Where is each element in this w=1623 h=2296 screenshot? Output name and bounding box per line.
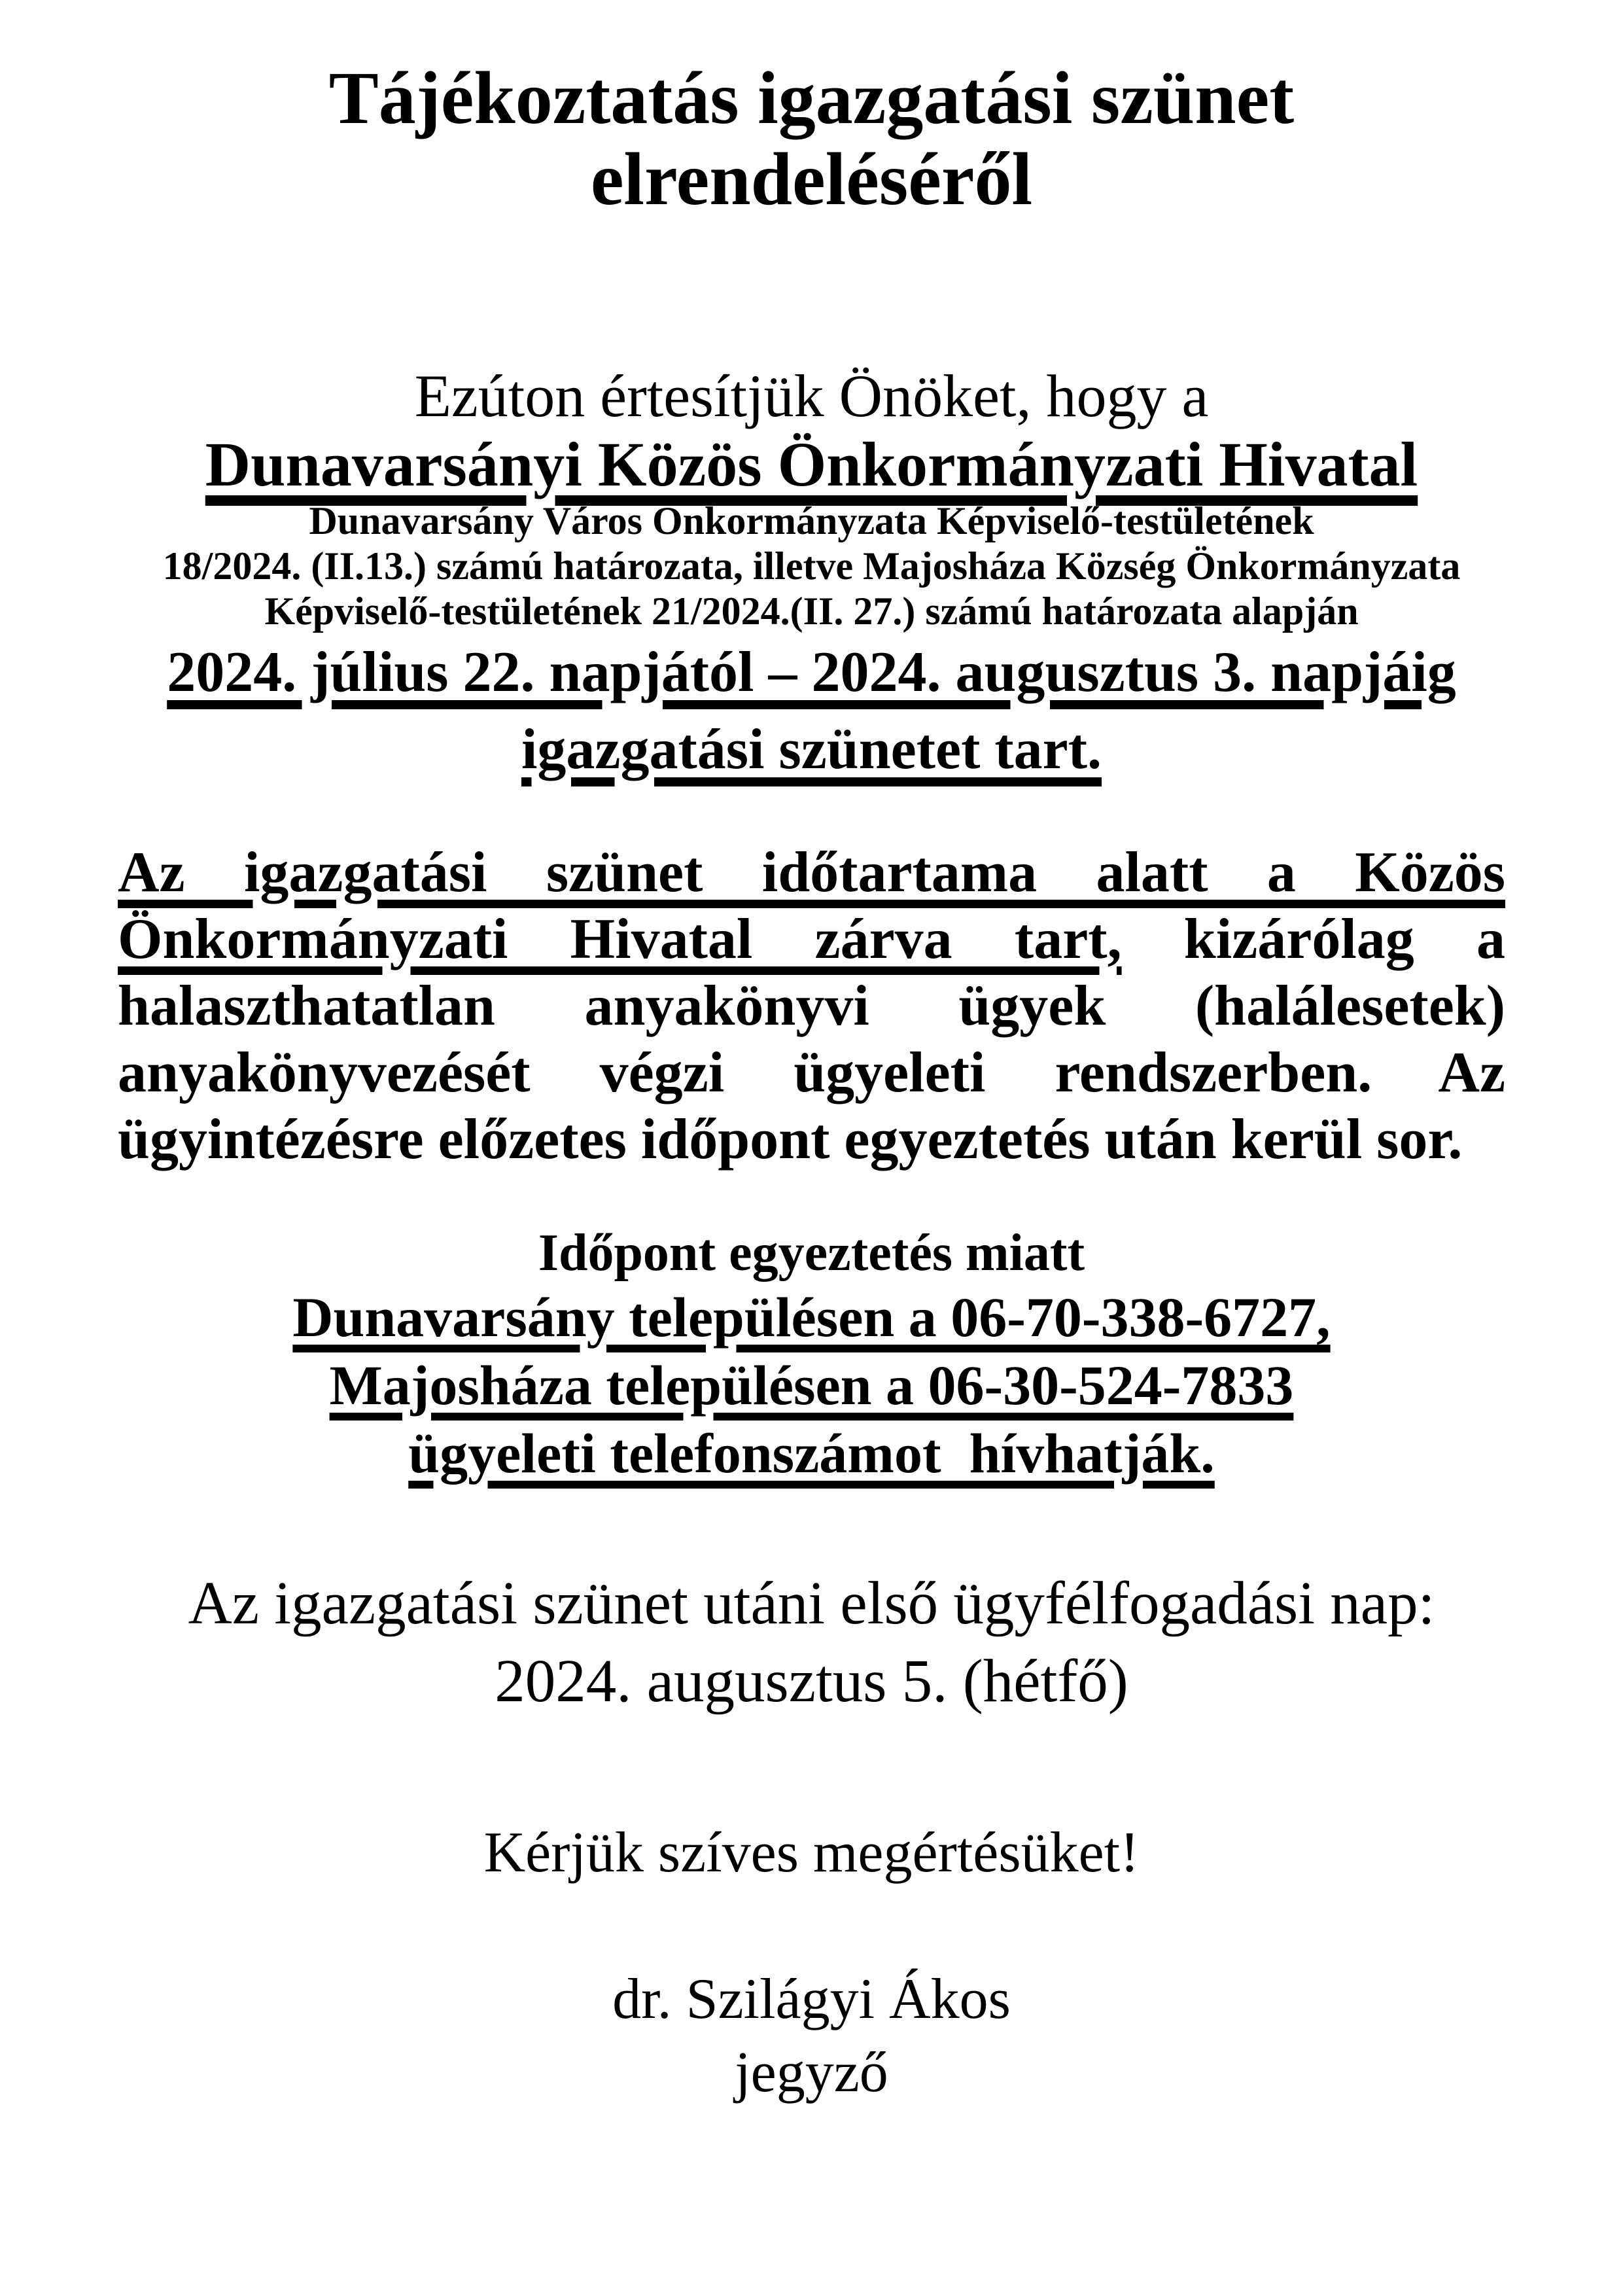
intro-line: Ezúton értesítjük Önöket, hogy a bbox=[414, 362, 1209, 429]
closure-period-line-1 bbox=[118, 634, 1505, 711]
signature-name: dr. Szilágyi Ákos bbox=[612, 1968, 1011, 2031]
closure-period-dates: 2024. július 22. napjától – 2024. augusztus 3. napjáig bbox=[167, 641, 1456, 704]
office-name-line bbox=[118, 431, 1505, 499]
phone-number-majoshaza: Majosháza településen a 06-30-524-7833 bbox=[329, 1354, 1294, 1417]
signature-title: jegyző bbox=[735, 2041, 888, 2104]
resolution-block bbox=[118, 499, 1505, 634]
body-paragraph-rest: kizárólag a halaszthatatlan anyakönyvi ügyek (halálesetek) anyakönyvezését végzi ügyeleti rendszerben. Az ügyintézésre előzetes időpont egyeztetés után kerül sor. bbox=[118, 908, 1505, 1171]
reopening-line-2: 2024. augusztus 5. (hétfő) bbox=[495, 1648, 1128, 1715]
phone-duty-text: ügyeleti telefonszámot hívhatják. bbox=[408, 1422, 1215, 1485]
office-name: Dunavarsányi Közös Önkormányzati Hivatal bbox=[205, 429, 1418, 499]
phone-line-dunavarsany bbox=[118, 1283, 1505, 1351]
body-paragraph bbox=[118, 839, 1505, 1173]
resolution-line-3: Képviselő-testületének 21/2024.(II. 27.) számú határozata alapján bbox=[264, 590, 1359, 633]
phone-line-majoshaza bbox=[118, 1351, 1505, 1419]
appointment-heading: Időpont egyeztetés miatt bbox=[538, 1224, 1085, 1282]
resolution-line-1: Dunavarsány Város Önkormányzata Képviselő-testületének bbox=[309, 499, 1314, 542]
closure-period-statement: igazgatási szünetet tart. bbox=[521, 718, 1102, 781]
closing-line: Kérjük szíves megértésüket! bbox=[483, 1821, 1140, 1884]
phone-number-dunavarsany: Dunavarsány településen a 06-70-338-6727, bbox=[292, 1286, 1331, 1349]
reopening-line-1: Az igazgatási szünet utáni első ügyfélfogadási nap: bbox=[188, 1570, 1435, 1637]
body-paragraph-underlined: Az igazgatási szünet időtartama alatt a Közös Önkormányzati Hivatal zárva tart, bbox=[118, 841, 1505, 971]
closure-period-line-2 bbox=[118, 711, 1505, 788]
phone-block bbox=[118, 1283, 1505, 1487]
resolution-line-2: 18/2024. (II.13.) számú határozata, illetve Majosháza Község Önkormányzata bbox=[162, 544, 1461, 588]
phone-line-duty bbox=[118, 1419, 1505, 1487]
page-title: Tájékoztatás igazgatási szünet elrendeléséről bbox=[328, 56, 1295, 221]
